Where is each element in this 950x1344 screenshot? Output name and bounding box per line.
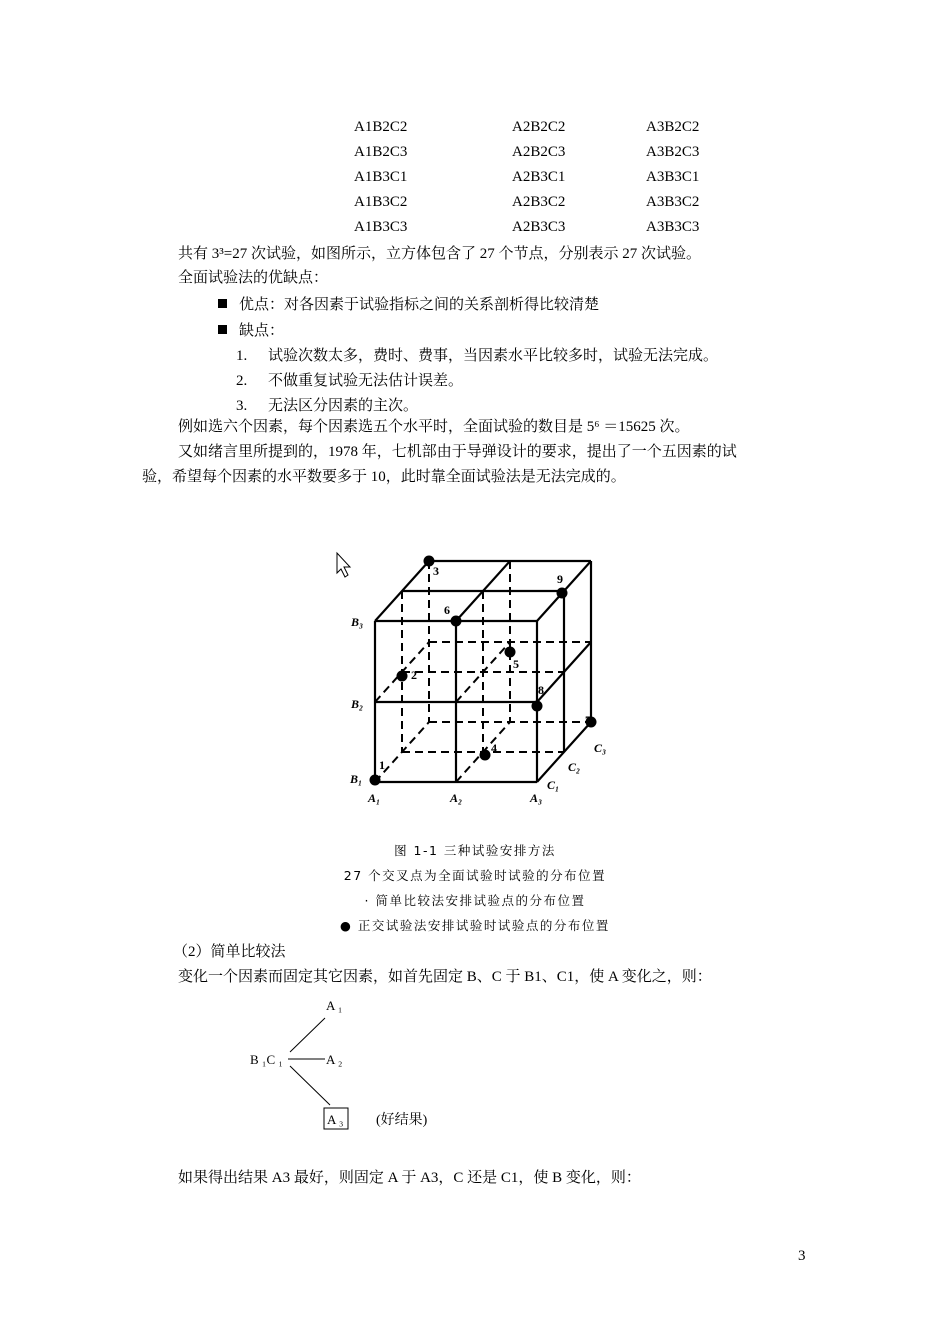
con-item-text: 不做重复试验无法估计误差。 <box>268 373 464 389</box>
label-c3: C₃ <box>594 741 607 755</box>
combo-cell: A3B3C2 <box>646 194 700 210</box>
combo-cell: A1B3C2 <box>354 194 408 210</box>
con-text: 缺点： <box>239 323 285 339</box>
figure-caption-line: 27 个交叉点为全面试验时试验的分布位置 <box>343 868 607 883</box>
combo-cell: A3B3C1 <box>646 169 700 185</box>
example-line: 例如选六个因素，每个因素选五个水平时，全面试验的数目是 5⁶ ＝15625 次。 <box>178 419 690 435</box>
label-a3: A₃ <box>530 791 543 805</box>
point-label: 3 <box>433 564 439 578</box>
tree-branch-a2: A ₂ <box>326 1052 343 1067</box>
combo-cell: A2B3C3 <box>512 219 566 235</box>
combo-cell: A1B3C3 <box>354 219 408 235</box>
combo-cell: A3B2C2 <box>646 119 700 135</box>
page-number: 3 <box>798 1248 806 1264</box>
combo-cell: A2B3C1 <box>512 169 566 185</box>
combo-cell: A2B3C2 <box>512 194 566 210</box>
total-trials-line: 共有 3³=27 次试验，如图所示，立方体包含了 27 个节点，分别表示 27 次试验。 <box>178 246 701 262</box>
label-b2: B₂ <box>351 697 364 711</box>
combo-cell: A3B2C3 <box>646 144 700 160</box>
section-description: 变化一个因素而固定其它因素，如首先固定 B、C 于 B1、C1，使 A 变化之，则： <box>178 969 712 985</box>
figure-caption-title: 图 1-1 三种试验安排方法 <box>394 843 556 858</box>
tree-branch-a3: A ₃ <box>327 1112 344 1127</box>
combo-cell: A1B3C1 <box>354 169 408 185</box>
figure-caption-line: ● 正交试验法安排试验时试验点的分布位置 <box>340 918 610 933</box>
con-item-number: 3. <box>236 398 248 414</box>
con-item-number: 1. <box>236 348 248 364</box>
pro-text: 优点：对各因素于试验指标之间的关系剖析得比较清楚 <box>239 297 600 313</box>
point-label: 1 <box>379 758 385 772</box>
combo-cell: A2B2C3 <box>512 144 566 160</box>
combo-cell: A3B3C3 <box>646 219 700 235</box>
good-result-note: (好结果) <box>376 1113 428 1128</box>
paragraph-line: 又如绪言里所提到的，1978 年，七机部由于导弹设计的要求，提出了一个五因素的试 <box>178 444 737 460</box>
label-c1: C₁ <box>547 778 560 792</box>
closing-line: 如果得出结果 A3 最好，则固定 A 于 A3，C 还是 C1，使 B 变化，则： <box>178 1170 641 1186</box>
point-label: 7 <box>585 713 591 727</box>
combo-cell: A1B2C2 <box>354 119 408 135</box>
label-a2: A₂ <box>450 791 463 805</box>
figure-caption-line: · 简单比较法安排试验点的分布位置 <box>364 893 586 908</box>
con-item-number: 2. <box>236 373 248 389</box>
point-label: 6 <box>444 603 450 617</box>
con-item-text: 试验次数太多，费时、费事，当因素水平比较多时，试验无法完成。 <box>268 348 719 364</box>
point-label: 9 <box>557 572 563 586</box>
tree-root: B ₁C ₁ <box>250 1052 283 1067</box>
section-title: （2）简单比较法 <box>173 944 286 960</box>
combo-cell: A1B2C3 <box>354 144 408 160</box>
label-b3: B₃ <box>351 615 364 629</box>
point-label: 8 <box>538 683 544 697</box>
label-b1: B₁ <box>350 772 363 786</box>
con-item-text: 无法区分因素的主次。 <box>268 398 419 414</box>
paragraph-line: 验，希望每个因素的水平数要多于 10，此时靠全面试验法是无法完成的。 <box>142 469 626 485</box>
label-c2: C₂ <box>568 760 581 774</box>
pros-cons-title: 全面试验法的优缺点： <box>178 270 329 286</box>
combo-cell: A2B2C2 <box>512 119 566 135</box>
tree-branch-a1: A ₁ <box>326 998 343 1013</box>
point-label: 5 <box>513 657 519 671</box>
point-label: 4 <box>491 741 497 755</box>
label-a1: A₁ <box>368 791 381 805</box>
point-label: 2 <box>411 668 417 682</box>
